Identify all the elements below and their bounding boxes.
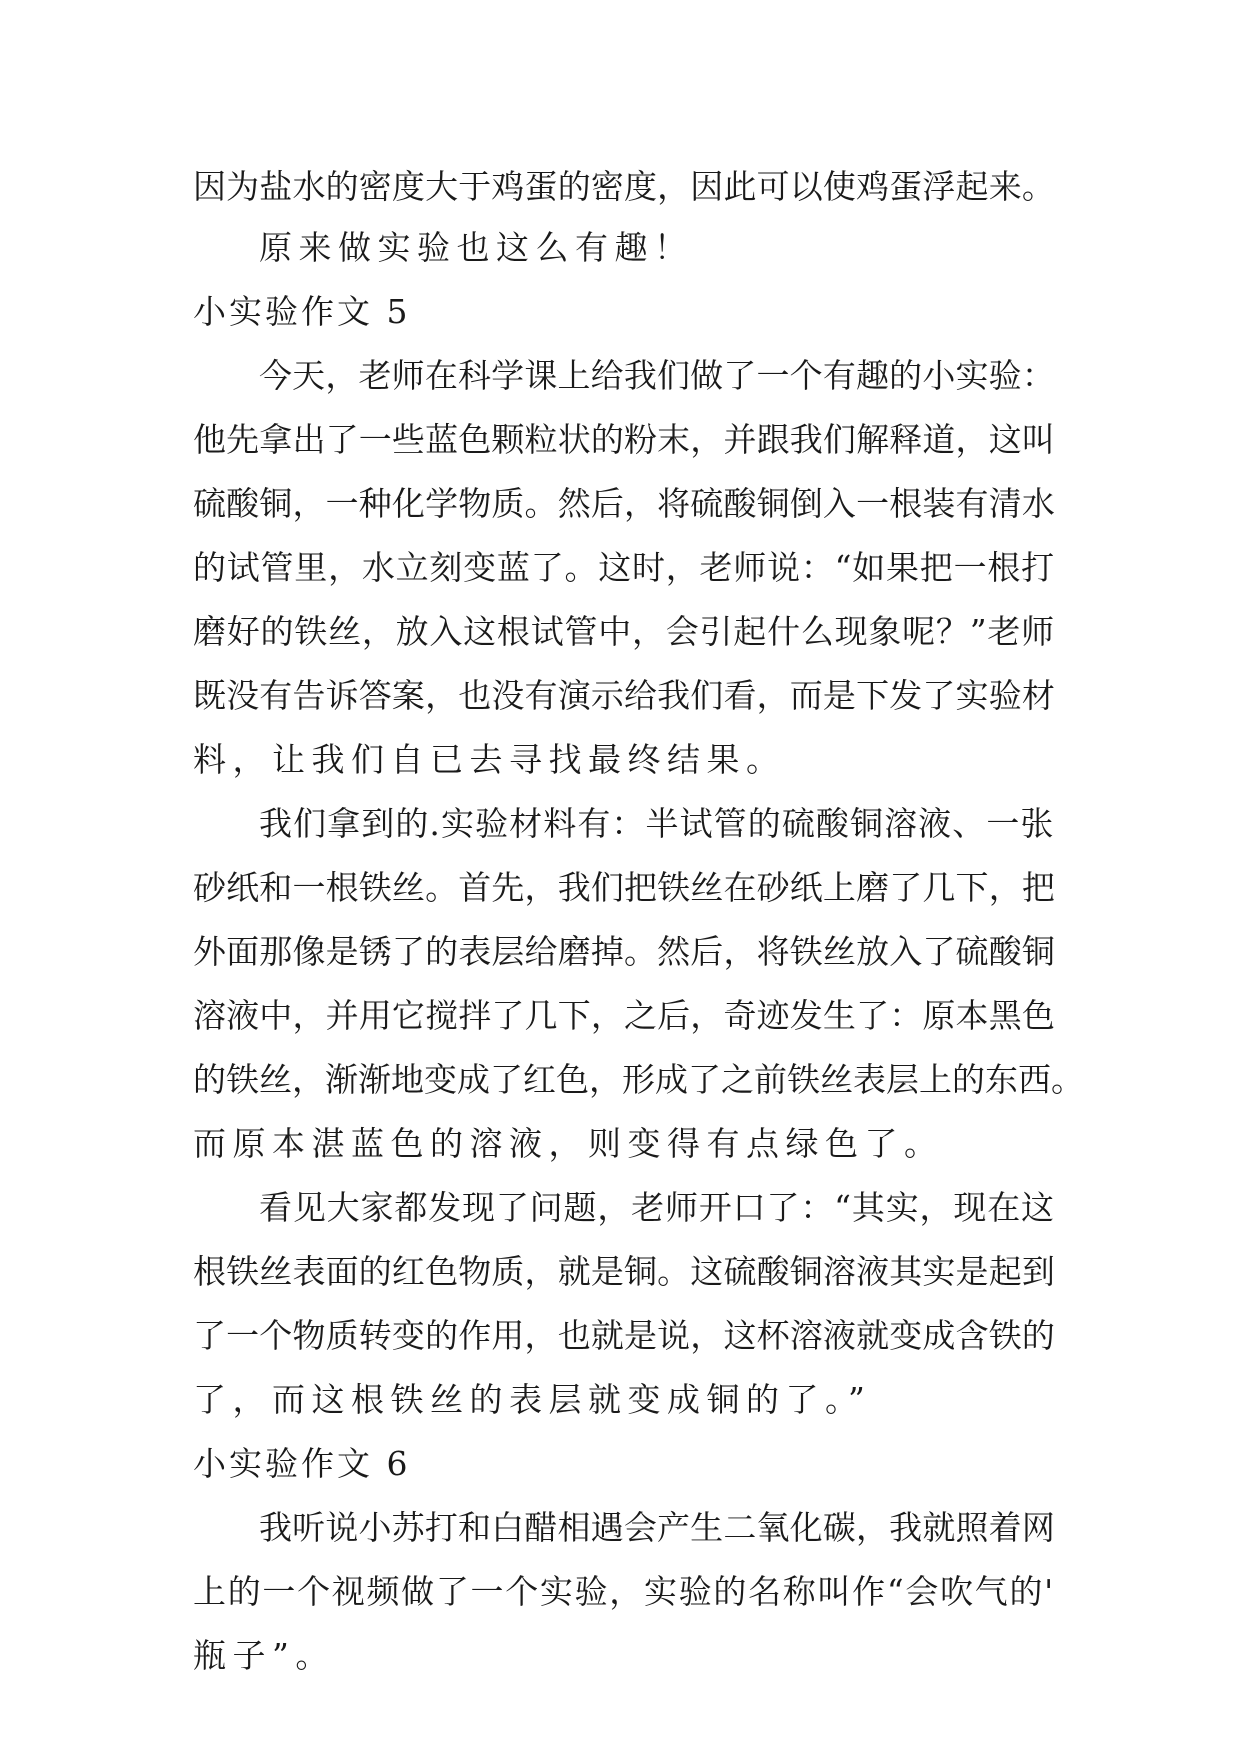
text-line: 了一个物质转变的作用，也就是说，这杯溶液就变成含铁的 — [193, 1316, 1055, 1355]
text-line: 今天，老师在科学课上给我们做了一个有趣的小实验： — [259, 356, 1055, 395]
section-heading: 小实验作文 5 — [193, 292, 411, 331]
text-line: 硫酸铜，一种化学物质。然后，将硫酸铜倒入一根装有清水 — [193, 484, 1055, 523]
text-line: 溶液中，并用它搅拌了几下，之后，奇迹发生了：原本黑色 — [193, 996, 1055, 1035]
text-line: 看见大家都发现了问题，老师开口了：“其实，现在这 — [259, 1188, 1055, 1227]
text-line: 我听说小苏打和白醋相遇会产生二氧化碳，我就照着网 — [259, 1508, 1055, 1547]
text-line: 了，而这根铁丝的表层就变成铜的了。” — [193, 1380, 872, 1419]
text-line: 砂纸和一根铁丝。首先，我们把铁丝在砂纸上磨了几下，把 — [193, 868, 1055, 907]
text-line: 上的一个视频做了一个实验，实验的名称叫作“会吹气的' — [193, 1572, 1055, 1611]
text-line: 的铁丝，渐渐地变成了红色，形成了之前铁丝表层上的东西。 — [193, 1060, 1084, 1099]
text-line: 既没有告诉答案，也没有演示给我们看，而是下发了实验材 — [193, 676, 1055, 715]
section-heading: 小实验作文 6 — [193, 1444, 411, 1483]
text-line: 料，让我们自已去寻找最终结果。 — [193, 740, 786, 779]
text-line: 外面那像是锈了的表层给磨掉。然后，将铁丝放入了硫酸铜 — [193, 932, 1055, 971]
text-line: 因为盐水的密度大于鸡蛋的密度，因此可以使鸡蛋浮起来。 — [193, 167, 1055, 206]
text-line: 我们拿到的.实验材料有：半试管的硫酸铜溶液、一张 — [259, 804, 1055, 843]
document-body — [193, 158, 1084, 1688]
text-line: 原来做实验也这么有趣！ — [259, 228, 694, 267]
text-line: 他先拿出了一些蓝色颗粒状的粉末，并跟我们解释道，这叫 — [193, 420, 1055, 459]
text-line: 的试管里，水立刻变蓝了。这时，老师说：“如果把一根打 — [193, 548, 1055, 587]
text-line: 瓶子”。 — [193, 1636, 335, 1675]
text-line: 而原本湛蓝色的溶液，则变得有点绿色了。 — [193, 1124, 944, 1163]
text-line: 磨好的铁丝，放入这根试管中，会引起什么现象呢？”老师 — [193, 612, 1055, 651]
text-line: 根铁丝表面的红色物质，就是铜。这硫酸铜溶液其实是起到 — [193, 1252, 1055, 1291]
